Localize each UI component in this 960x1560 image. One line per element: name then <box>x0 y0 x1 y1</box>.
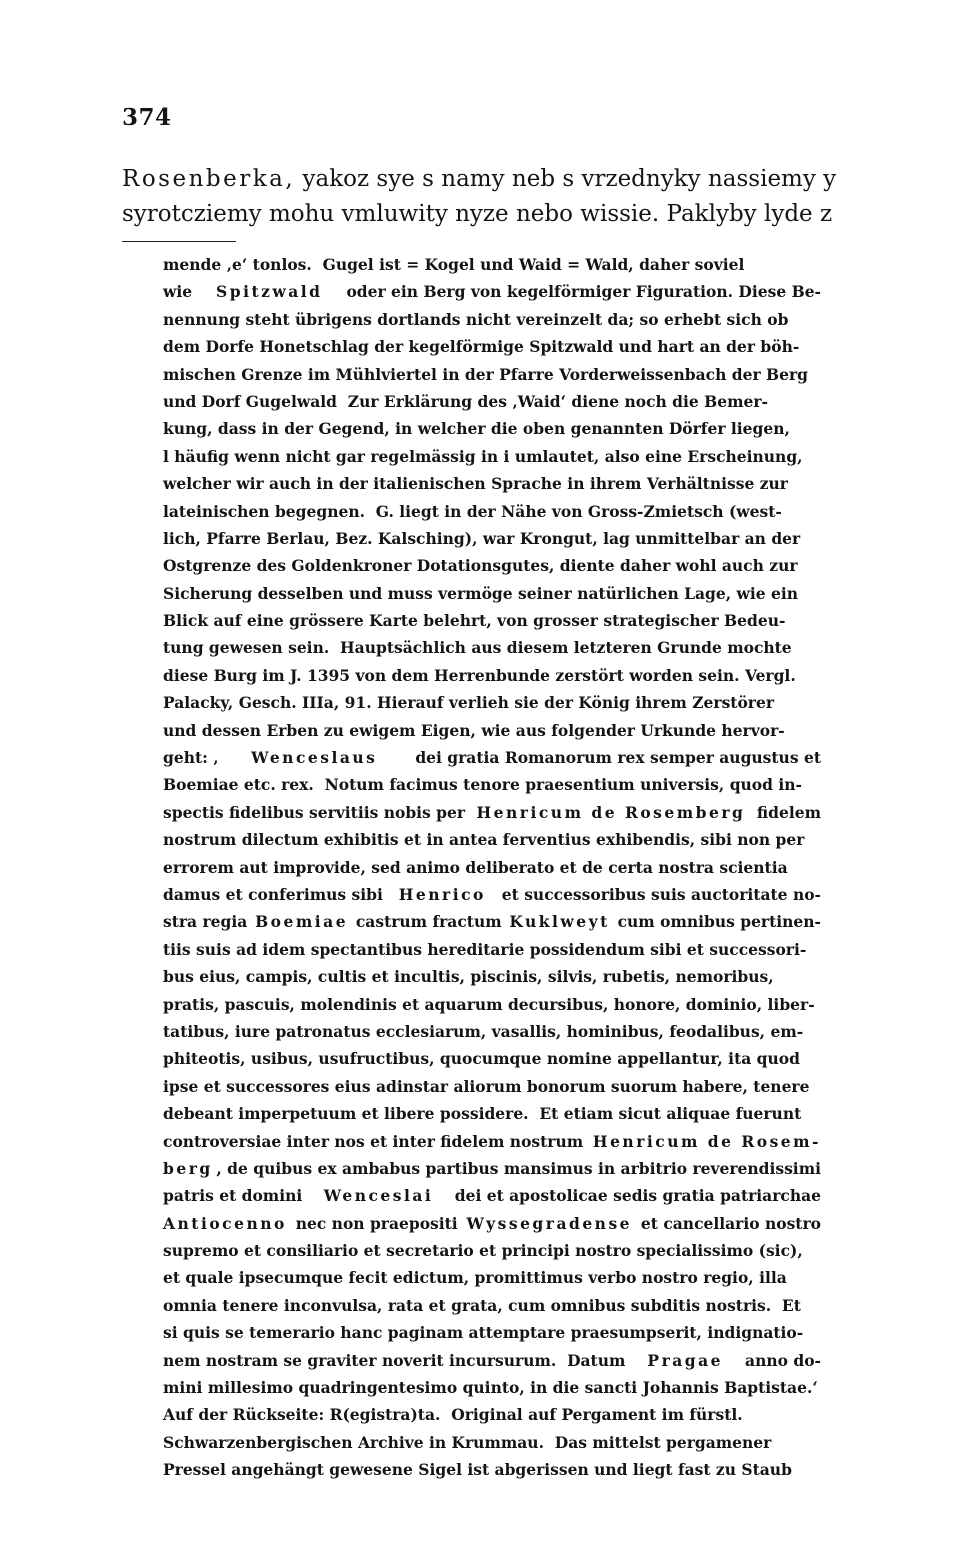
footnote-line <box>163 388 821 415</box>
main-text-segment: syrotcziemy mohu vmluwity nyze nebo wissie. Paklyby lyde z <box>122 201 833 227</box>
main-text-line-segment <box>122 162 836 197</box>
footnote-segment: dem Dorfe Honetschlag der kegelförmige Spitzwald und hart an der böh- <box>163 337 800 357</box>
footnote-segment: Palacky, Gesch. IIIa, 91. Hierauf verlieh sie der König ihrem Zerstörer <box>163 693 774 713</box>
footnote-line <box>163 936 821 963</box>
footnote-line <box>163 1018 821 1045</box>
footnote-line <box>163 251 821 278</box>
footnote-segment: et successoribus suis auctoritate no- <box>496 884 821 904</box>
main-text <box>122 162 842 232</box>
spaced-word: Henrico <box>398 884 486 904</box>
footnote-line <box>163 415 821 442</box>
main-text-line <box>122 197 842 232</box>
footnote-segment: cum omnibus pertinen- <box>612 912 821 932</box>
footnote-line <box>163 1292 821 1319</box>
footnote-line <box>163 1401 821 1428</box>
footnote-segment: nem nostram se graviter noverit incursurum. Datum <box>163 1350 631 1370</box>
footnote-segment: diese Burg im J. 1395 von dem Herrenbunde zerstört worden sein. Vergl. <box>163 665 796 685</box>
footnote-line <box>163 470 821 497</box>
footnote-segment: errorem aut improvide, sed animo deliberato et de certa nostra scientia <box>163 857 788 877</box>
footnote-line <box>163 607 821 634</box>
footnote-line <box>163 1347 821 1374</box>
footnote-line <box>163 826 821 853</box>
footnote-segment: stra regia <box>163 912 253 932</box>
footnote-segment: dei gratia Romanorum rex semper augustus et <box>409 748 821 768</box>
spaced-word: Henricum de Rosem- <box>592 1131 821 1151</box>
footnote-line <box>163 333 821 360</box>
footnote-line <box>163 744 821 771</box>
footnote-line <box>163 662 821 689</box>
footnote-segment: tung gewesen sein. Hauptsächlich aus diesem letzteren Grunde mochte <box>163 638 792 658</box>
footnote-segment: anno do- <box>739 1350 821 1370</box>
footnote-line <box>163 1100 821 1127</box>
footnote-segment: patris et domini <box>163 1186 308 1206</box>
footnote-line <box>163 963 821 990</box>
spaced-word: Wenceslaus <box>251 748 378 768</box>
footnote-segment: mini millesimo quadringentesimo quinto, in die sancti Johannis Baptistae.‘ <box>163 1378 818 1398</box>
footnote-line <box>163 799 821 826</box>
footnote-line <box>163 580 821 607</box>
footnote-segment: Boemiae etc. rex. Notum facimus tenore praesentium universis, quod in- <box>163 775 802 795</box>
footnote-segment: controversiae inter nos et inter fidelem nostrum <box>163 1131 589 1151</box>
footnote-segment: tiis suis ad idem spectantibus hereditarie possidendum sibi et successori- <box>163 939 807 959</box>
footnote-line <box>163 1264 821 1291</box>
page-number: 374 <box>122 104 172 131</box>
footnote-segment: si quis se temerario hanc paginam attemptare praesumpserit, indignatio- <box>163 1323 804 1343</box>
footnote-segment: omnia tenere inconvulsa, rata et grata, cum omnibus subditis nostris. Et <box>163 1295 801 1315</box>
footnote-segment: mischen Grenze im Mühlviertel in der Pfarre Vorderweissenbach der Berg <box>163 364 808 384</box>
footnote-segment: ipse et successores eius adinstar aliorum bonorum suorum habere, tenere <box>163 1076 810 1096</box>
footnote-segment: welcher wir auch in der italienischen Sprache in ihrem Verhältnisse zur <box>163 474 788 494</box>
footnote-line <box>163 991 821 1018</box>
footnote-line <box>163 278 821 305</box>
footnote-segment: und dessen Erben zu ewigem Eigen, wie aus folgender Urkunde hervor- <box>163 720 785 740</box>
footnote-segment: bus eius, campis, cultis et incultis, piscinis, silvis, rubetis, nemoribus, <box>163 967 774 987</box>
spaced-word: Kuklweyt <box>509 912 610 932</box>
footnote-segment: geht: ‚ <box>163 748 219 768</box>
footnote-segment: phiteotis, usibus, usufructibus, quocumque nomine appellantur, ita quod <box>163 1049 800 1069</box>
footnote-segment: Schwarzenbergischen Archive in Krummau. Das mittelst pergamener <box>163 1432 772 1452</box>
footnote-line <box>163 854 821 881</box>
main-text-segment: yakoz sye s namy neb s vrzednyky nassiemy y <box>302 166 837 192</box>
spaced-word: Antiocenno <box>163 1213 287 1233</box>
footnote-line <box>163 717 821 744</box>
footnote-line <box>163 1155 821 1182</box>
spaced-word: Rosenberka, <box>122 166 296 192</box>
footnote-line <box>163 1429 821 1456</box>
footnote-segment: , de quibus ex ambabus partibus mansimus in arbitrio reverendissimi <box>216 1158 821 1178</box>
footnote-line <box>163 881 821 908</box>
footnote-line <box>163 1182 821 1209</box>
footnote-segment: nostrum dilectum exhibitis et in antea ferventius exhibendis, sibi non per <box>163 830 805 850</box>
spaced-word: Spitzwald <box>216 282 323 302</box>
footnote <box>163 251 821 1484</box>
spaced-word: Boemiae <box>255 912 349 932</box>
footnote-segment: tatibus, iure patronatus ecclesiarum, vasallis, hominibus, feodalibus, em- <box>163 1021 804 1041</box>
footnote-line <box>163 498 821 525</box>
main-text-line <box>122 162 842 197</box>
footnote-line <box>163 1210 821 1237</box>
footnote-segment: nennung steht übrigens dortlands nicht vereinzelt da; so erhebt sich ob <box>163 309 789 329</box>
footnote-line <box>163 1319 821 1346</box>
footnote-line <box>163 771 821 798</box>
spaced-word: Henricum de Rosemberg <box>476 802 746 822</box>
footnote-segment: Auf der Rückseite: R(egistra)ta. Original auf Pergament im fürstl. <box>163 1405 743 1425</box>
footnote-segment: oder ein Berg von kegelförmiger Figuration. Diese Be- <box>341 282 821 302</box>
footnote-segment: dei et apostolicae sedis gratia patriarchae <box>449 1186 821 1206</box>
spaced-word: Wyssegradense <box>466 1213 633 1233</box>
footnote-segment: l häufig wenn nicht gar regelmässig in i umlautet, also eine Erscheinung, <box>163 446 803 466</box>
footnote-segment: Blick auf eine grössere Karte belehrt, von grosser strategischer Bedeu- <box>163 611 786 631</box>
footnote-segment: nec non praepositi <box>290 1213 464 1233</box>
footnote-segment: Pressel angehängt gewesene Sigel ist abgerissen und liegt fast zu Staub <box>163 1460 792 1480</box>
footnote-segment: wie <box>163 282 198 302</box>
footnote-line <box>163 361 821 388</box>
footnote-line <box>163 1128 821 1155</box>
spaced-word: berg <box>163 1158 213 1178</box>
footnote-line <box>163 1374 821 1401</box>
footnote-segment: fidelem <box>751 802 821 822</box>
spaced-word: Wenceslai <box>323 1186 434 1206</box>
footnote-segment: und Dorf Gugelwald Zur Erklärung des ‚Waid‘ diene noch die Bemer- <box>163 391 768 411</box>
footnote-line <box>163 443 821 470</box>
footnote-segment: damus et conferimus sibi <box>163 884 389 904</box>
footnote-segment: mende ‚e‘ tonlos. Gugel ist = Kogel und Waid = Wald, daher soviel <box>163 255 745 274</box>
footnote-line <box>163 908 821 935</box>
footnote-segment: et quale ipsecumque fecit edictum, promittimus verbo nostro regio, illa <box>163 1268 787 1288</box>
footnote-line <box>163 525 821 552</box>
footnote-line <box>163 1456 821 1483</box>
footnote-segment: lich, Pfarre Berlau, Bez. Kalsching), war Krongut, lag unmittelbar an der <box>163 528 801 548</box>
footnote-segment: supremo et consiliario et secretario et principi nostro specialissimo (sic), <box>163 1241 803 1261</box>
footnote-segment: pratis, pascuis, molendinis et aquarum decursibus, honore, dominio, liber- <box>163 994 815 1014</box>
footnote-line <box>163 1045 821 1072</box>
footnote-line <box>163 689 821 716</box>
footnote-line <box>163 634 821 661</box>
footnote-segment: spectis fidelibus servitiis nobis per <box>163 802 471 822</box>
footnote-line <box>163 1073 821 1100</box>
footnote-segment: debeant imperpetuum et libere possidere. Et etiam sicut aliquae fuerunt <box>163 1104 802 1124</box>
footnote-line <box>163 1237 821 1264</box>
footnote-segment: Ostgrenze des Goldenkroner Dotationsgutes, diente daher wohl auch zur <box>163 556 798 576</box>
footnote-line <box>163 306 821 333</box>
footnote-divider <box>122 241 236 242</box>
footnote-segment: castrum fractum <box>350 912 508 932</box>
spaced-word: Pragae <box>647 1350 724 1370</box>
footnote-segment: Sicherung desselben und muss vermöge seiner natürlichen Lage, wie ein <box>163 583 799 603</box>
footnote-segment: kung, dass in der Gegend, in welcher die oben genannten Dörfer liegen, <box>163 419 790 439</box>
footnote-segment: lateinischen begegnen. G. liegt in der Nähe von Gross-Zmietsch (west- <box>163 501 782 521</box>
footnote-segment: et cancellario nostro <box>635 1213 821 1233</box>
footnote-line <box>163 552 821 579</box>
